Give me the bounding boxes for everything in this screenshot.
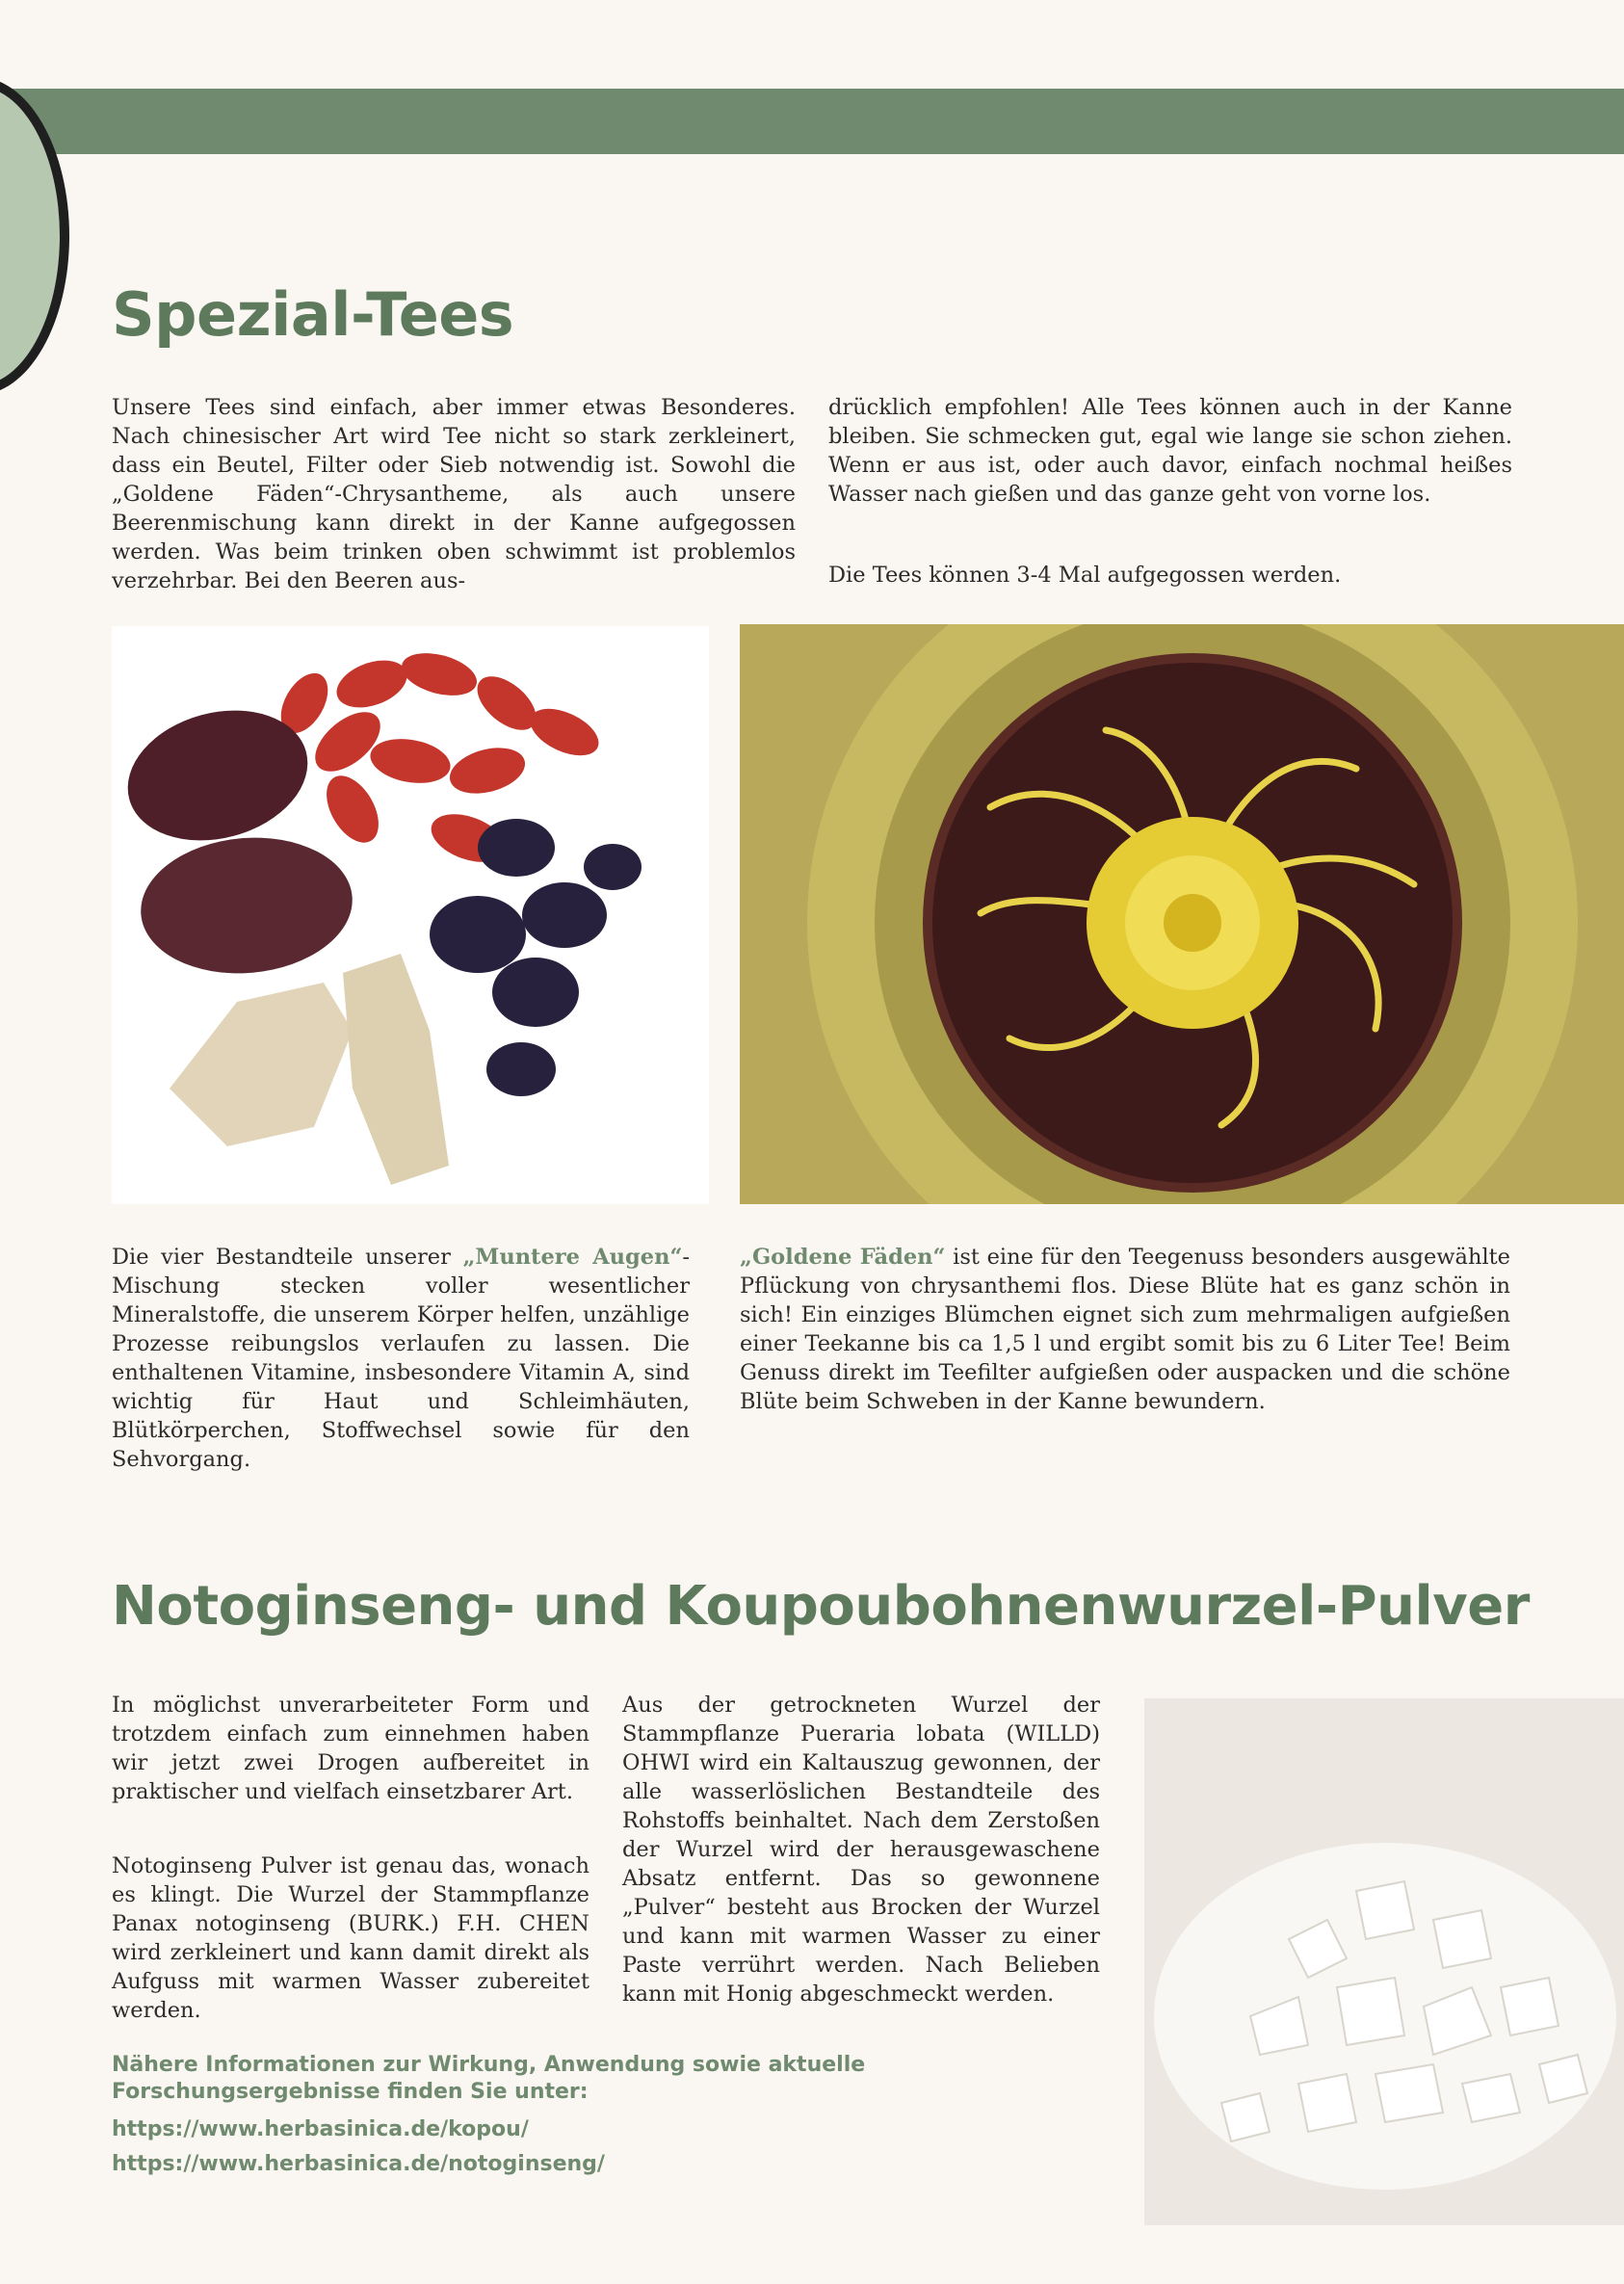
intro-text-right: drücklich empfohlen! Alle Tees können auch in der Kanne bleiben. Sie schmecken gut, egal wie lange sie schon ziehen. Wenn er aus ist, oder auch davor, einfach nochmal heißes Wasser nach gießen und das ganze geht von vorne los. [828,395,1512,507]
product-name-goldene-faeden: „Goldene Fäden“ [740,1245,946,1270]
link-notoginseng[interactable]: https://www.herbasinica.de/notoginseng/ [112,2152,605,2176]
chrysanthemum-image [740,624,1624,1204]
caption-goldene-faeden [740,1243,1510,1416]
caption-muntere-augen-pre: Die vier Bestandteile unserer [112,1245,463,1270]
intro-text-left: Unsere Tees sind einfach, aber immer etwas Besonderes. Nach chinesischer Art wird Tee nicht so stark zerkleinert, dass ein Beutel, Filter oder Sieb notwendig ist. Sowohl die „Goldene Fäden“-Chrysantheme, als auch unsere Beerenmischung kann direkt in der Kanne aufgegossen werden. Was beim trinken oben schwimmt ist problemlos verzehrbar. Bei den Beeren aus- [112,395,796,593]
section-title-pulver: Notoginseng- und Koupoubohnenwurzel-Pulver [112,1575,1530,1638]
root-powder-photo [1144,1698,1624,2225]
info-text: Nähere Informationen zur Wirkung, Anwendung sowie aktuelle Forschungsergebnisse finden Sie unter: [112,2053,866,2104]
chrysanthemum-photo [740,624,1624,1204]
section-title-spezial-tees: Spezial-Tees [112,279,514,350]
col2-paragraph-1: Aus der getrockneten Wurzel der Stammpflanze Pueraria lobata (WILLD) OHWI wird ein Kaltauszug gewonnen, der alle wasserlöslichen Bestandteile des Rohstoffs beinhaltet. Nach dem Zerstoßen der Wurzel wird der herausgewaschene Absatz entfernt. Das so gewonnene „Pulver“ besteht aus Brocken der Wurzel und kann mit warmen Wasser zu einer Paste verrührt werden. Nach Belieben kann mit Honig abgeschmeckt werden. [622,1693,1100,2007]
berry-mix-photo [112,626,709,1204]
link-kopou[interactable]: https://www.herbasinica.de/kopou/ [112,2117,529,2141]
caption-muntere-augen [112,1243,690,1474]
col1-paragraph-2: Notoginseng Pulver ist genau das, wonach es klingt. Die Wurzel der Stammpflanze Panax notoginseng (BURK.) F.H. CHEN wird zerkleinert und kann damit direkt als Aufguss mit warmen Wasser zubereitet werden. [112,1853,589,2023]
header-band [0,89,1624,154]
intro-text-right-note: Die Tees können 3-4 Mal aufgegossen werden. [828,563,1342,588]
caption-muntere-augen-body: -Mischung stecken voller wesentlicher Mineralstoffe, die unserem Körper helfen, unzählige Prozesse reibungslos verlaufen zu lassen. Die enthaltenen Vitamine, insbesondere Vitamin A, sind wichtig für Haut und Schleimhäuten, Blütkörperchen, Stoffwechsel sowie für den Sehvorgang. [112,1245,690,1472]
product-name-muntere-augen: „Muntere Augen“ [462,1245,683,1270]
berry-mix-image [112,626,709,1204]
root-powder-image [1144,1698,1624,2225]
col1-paragraph-1: In möglichst unverarbeiteter Form und trotzdem einfach zum einnehmen haben wir jetzt zwei Drogen aufbereitet in praktischer und vielfach einsetzbarer Art. [112,1693,589,1804]
caption-goldene-faeden-body: ist eine für den Teegenuss besonders ausgewählte Pflückung von chrysanthemi flos. Diese Blüte hat es ganz schön in sich! Ein einziges Blümchen eignet sich zum mehrmaligen aufgießen einer Teekanne bis ca 1,5 l und ergibt somit bis zu 6 Liter Tee! Beim Genuss direkt im Teefilter aufgießen oder auspacken und die schöne Blüte beim Schweben in der Kanne bewundern. [740,1245,1510,1414]
